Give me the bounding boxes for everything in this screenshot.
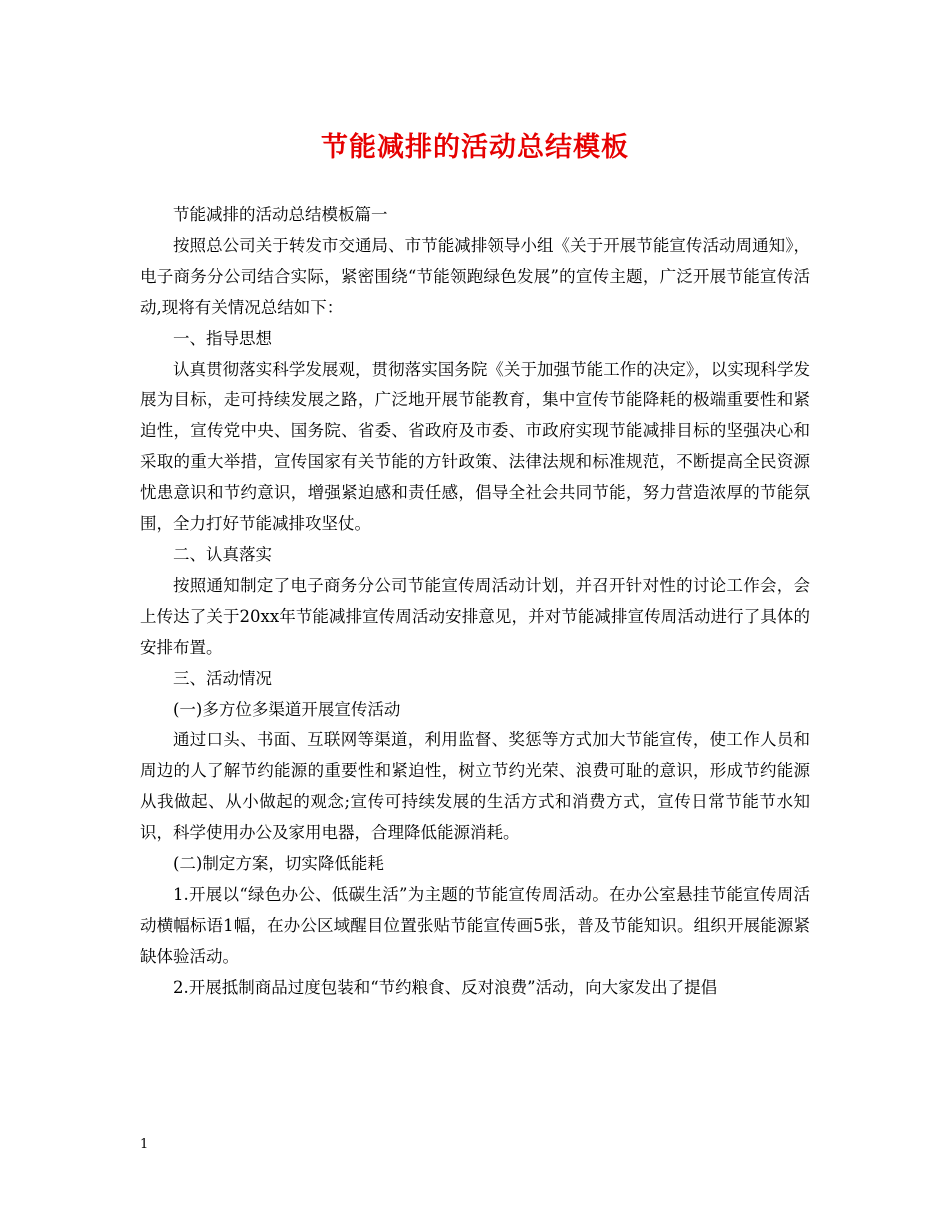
section-heading-article: 节能减排的活动总结模板篇一: [173, 205, 388, 224]
section-heading-activities: 三、活动情况: [173, 668, 272, 688]
document-body: [140, 200, 810, 1004]
implementation-paragraph: 按照通知制定了电子商务分公司节能宣传周活动计划，并召开针对性的讨论工作会，会上传达了关于20xx年节能减排宣传周活动安排意见，并对节能减排宣传周活动进行了具体的安排布置。: [140, 575, 810, 657]
publicity-paragraph: 通过口头、书面、互联网等渠道，利用监督、奖惩等方式加大节能宣传，使工作人员和周边的人了解节约能源的重要性和紧迫性，树立节约光荣、浪费可耻的意识，形成节约能源从我做起、从小做起的观念;宣传可持续发展的生活方式和消费方式，宣传日常节能节水知识，科学使用办公及家用电器，合理降低能源消耗。: [140, 730, 810, 843]
page-number: 1: [140, 1137, 149, 1152]
document-title: 节能减排的活动总结模板: [321, 132, 629, 163]
section-heading-implementation: 二、认真落实: [173, 544, 272, 564]
subsection-heading-plan: (二)制定方案，切实降低能耗: [173, 854, 384, 874]
subsection-heading-publicity: (一)多方位多渠道开展宣传活动: [173, 699, 401, 719]
section-heading-guiding-thought: 一、指导思想: [173, 328, 272, 348]
plan-item-1: 1.开展以“绿色办公、低碳生活”为主题的节能宣传周活动。在办公室悬挂节能宣传周活动横幅标语1幅，在办公区域醒目位置张贴节能宣传画5张，普及节能知识。组织开展能源紧缺体验活动。: [140, 884, 810, 966]
intro-paragraph: 按照总公司关于转发市交通局、市节能减排领导小组《关于开展节能宣传活动周通知》，电子商务分公司结合实际，紧密围绕“节能领跑绿色发展”的宣传主题，广泛开展节能宣传活动,现将有关情况总结如下：: [140, 235, 810, 317]
guiding-thought-paragraph: 认真贯彻落实科学发展观，贯彻落实国务院《关于加强节能工作的决定》，以实现科学发展为目标，走可持续发展之路，广泛地开展节能教育，集中宣传节能降耗的极端重要性和紧迫性，宣传党中央、国务院、省委、省政府及市委、市政府实现节能减排目标的坚强决心和采取的重大举措，宣传国家有关节能的方针政策、法律法规和标准规范，不断提高全民资源忧患意识和节约意识，增强紧迫感和责任感，倡导全社会共同节能，努力营造浓厚的节能氛围，全力打好节能减排攻坚仗。: [140, 359, 810, 534]
plan-item-2: 2.开展抵制商品过度包装和“节约粮食、反对浪费”活动，向大家发出了提倡: [173, 977, 718, 997]
